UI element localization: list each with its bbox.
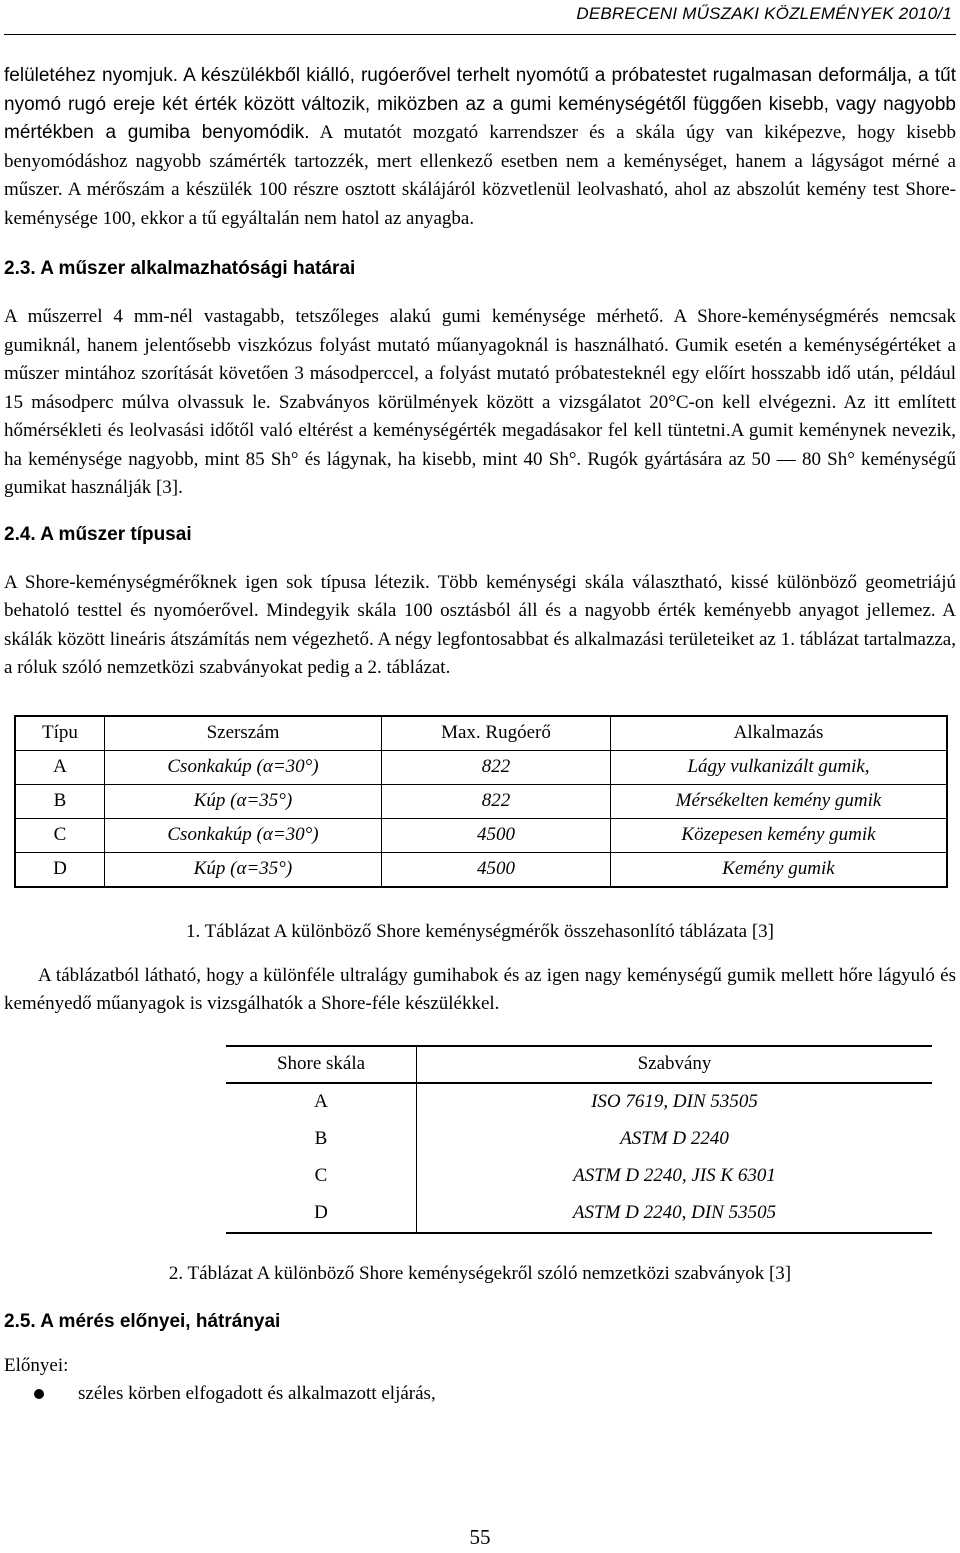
table-row: [15, 818, 947, 852]
scale-cell: D: [226, 1195, 417, 1233]
advantages-label: Előnyei:: [4, 1354, 69, 1376]
tool-cell: Csonkakúp (α=30°): [105, 750, 382, 784]
scale-cell: C: [226, 1158, 417, 1195]
standard-cell: ASTM D 2240: [620, 1128, 729, 1149]
table-row: [15, 852, 947, 887]
scale-cell: B: [226, 1121, 417, 1158]
advantages-list: [4, 1380, 956, 1408]
type-cell: C: [15, 818, 105, 852]
col-force-header: Max. Rugóerő: [382, 716, 611, 751]
force-cell: 822: [382, 784, 611, 818]
application-cell: Kemény gumik: [611, 852, 948, 887]
table-header-row: [15, 716, 947, 751]
table-row: [226, 1121, 932, 1158]
table-row: [15, 750, 947, 784]
table-row: [15, 784, 947, 818]
standard-cell: ASTM D 2240, DIN 53505: [417, 1195, 933, 1233]
col-scale-header: Shore skála: [226, 1046, 417, 1083]
list-item: [78, 1380, 956, 1408]
col-tool-header: Szerszám: [105, 716, 382, 751]
table-row: [226, 1158, 932, 1195]
shore-standards-table: [226, 1045, 932, 1234]
section-2-4-paragraph: A Shore-keménységmérőknek igen sok típusa létezik. Több keménységi skála választható, kissé különböző geometriájú behatoló testtel és nyomóerővel. Mindegyik skála 100 osztásból áll és a nagyobb érték keményebb anyagot jellemez. A skálák között lineáris átszámítás nem végezhető. A négy legfontosabbat és alkalmazási területeiket az 1. táblázat tartalmazza, a róluk szóló nemzetközi szabványokat pedig a 2. táblázat.: [4, 571, 956, 678]
force-cell: 4500: [382, 852, 611, 887]
section-2-3-heading: 2.3. A műszer alkalmazhatósági határai: [4, 258, 356, 279]
col-type-header: Típu: [15, 716, 105, 751]
scale-cell: A: [226, 1083, 417, 1121]
table-commentary-paragraph: A táblázatból látható, hogy a különféle ultralágy gumihabok és az igen nagy keménységű gumik mellett hőre lágyuló és keményedő műanyagok is vizsgálhatók a Shore-féle készülékkel.: [4, 964, 956, 1014]
intro-paragraph: [4, 62, 956, 233]
section-2-3-paragraph: A műszerrel 4 mm-nél vastagabb, tetszőleges alakú gumi keménysége mérhető. A Shore-keménységmérés nemcsak gumiknál, hanem jelentősebb viszkózus folyást mutató műanyagoknál is használható. Gumik esetén a keménységértéket a műszer mintához szorítását követően 3 másodperccel, a folyást mutató próbatesteknél egy előírt hosszabb idő után, például 15 másodperc múlva olvassuk le. Szabványos körülmények között a vizsgálatot 20°C-on kell elvégezni. Az itt említett hőmérsékleti és leolvasási időtől való eltérést a keménységérték megadásakor fel kell tüntetni.A gumit keménynek nevezik, ha keménysége nagyobb, mint 85 Sh° és lágynak, ha kisebb, mint 40 Sh°. Rugók gyártására az 50 — 80 Sh° keménységű gumikat használják [3].: [4, 306, 956, 498]
bullet-icon: [34, 1389, 44, 1399]
standard-cell: ASTM D 2240, JIS K 6301: [573, 1165, 776, 1186]
col-standard-header: Szabvány: [417, 1046, 933, 1083]
list-item-text: széles körben elfogadott és alkalmazott eljárás,: [78, 1383, 436, 1404]
application-cell: Közepesen kemény gumik: [611, 818, 948, 852]
intro-text-serif: A mutatót mozgató karrendszer és a skála úgy van kiképezve, hogy kisebb benyomódáshoz nagyobb számérték tartozzék, mert ellenkező esetben nem a keménységet, hanem a lágyságot mérné a műszer. A mérőszám a készülék 100 részre osztott skálájáról közvetlenül leolvasható, ahol az abszolút kemény test Shore-keménysége 100, ekkor a tű egyáltalán nem hatol az anyagba.: [4, 122, 956, 229]
table-row: [226, 1195, 932, 1233]
application-cell: Lágy vulkanizált gumik,: [611, 750, 948, 784]
table-header-row: [226, 1046, 932, 1083]
page-number: 55: [469, 1525, 491, 1549]
journal-header: DEBRECENI MŰSZAKI KÖZLEMÉNYEK 2010/1: [576, 4, 952, 23]
force-cell: 4500: [382, 818, 611, 852]
force-cell: 822: [382, 750, 611, 784]
tool-cell: Kúp (α=35°): [105, 852, 382, 887]
section-2-5-heading: 2.5. A mérés előnyei, hátrányai: [4, 1310, 281, 1332]
intro-text-sans: felületéhez nyomjuk. A készülékből kiálló, rugóerővel terhelt nyomótű a próbatestet rugalmasan deformálja, a tűt nyomó rugó ereje két érték között változik, miközben az a gumi keménységétől függően kisebb, vagy nagyobb mértékben a gumiba benyomódik.: [4, 65, 956, 143]
application-cell: Mérsékelten kemény gumik: [611, 784, 948, 818]
type-cell: A: [15, 750, 105, 784]
tool-cell: Csonkakúp (α=30°): [105, 818, 382, 852]
section-2-4-heading: 2.4. A műszer típusai: [4, 523, 192, 545]
table-2-caption: 2. Táblázat A különböző Shore keménységekről szóló nemzetközi szabványok [3]: [168, 1262, 792, 1284]
type-cell: B: [15, 784, 105, 818]
header-rule: [4, 34, 956, 35]
shore-types-table: [14, 715, 948, 888]
col-application-header: Alkalmazás: [611, 716, 948, 751]
standard-cell: ISO 7619, DIN 53505: [591, 1091, 758, 1112]
page-content: [4, 62, 956, 1408]
tool-cell: Kúp (α=35°): [105, 784, 382, 818]
table-1-caption: 1. Táblázat A különböző Shore keménységmérők összehasonlító táblázata [3]: [186, 920, 774, 942]
type-cell: D: [15, 852, 105, 887]
table-row: [226, 1083, 932, 1121]
